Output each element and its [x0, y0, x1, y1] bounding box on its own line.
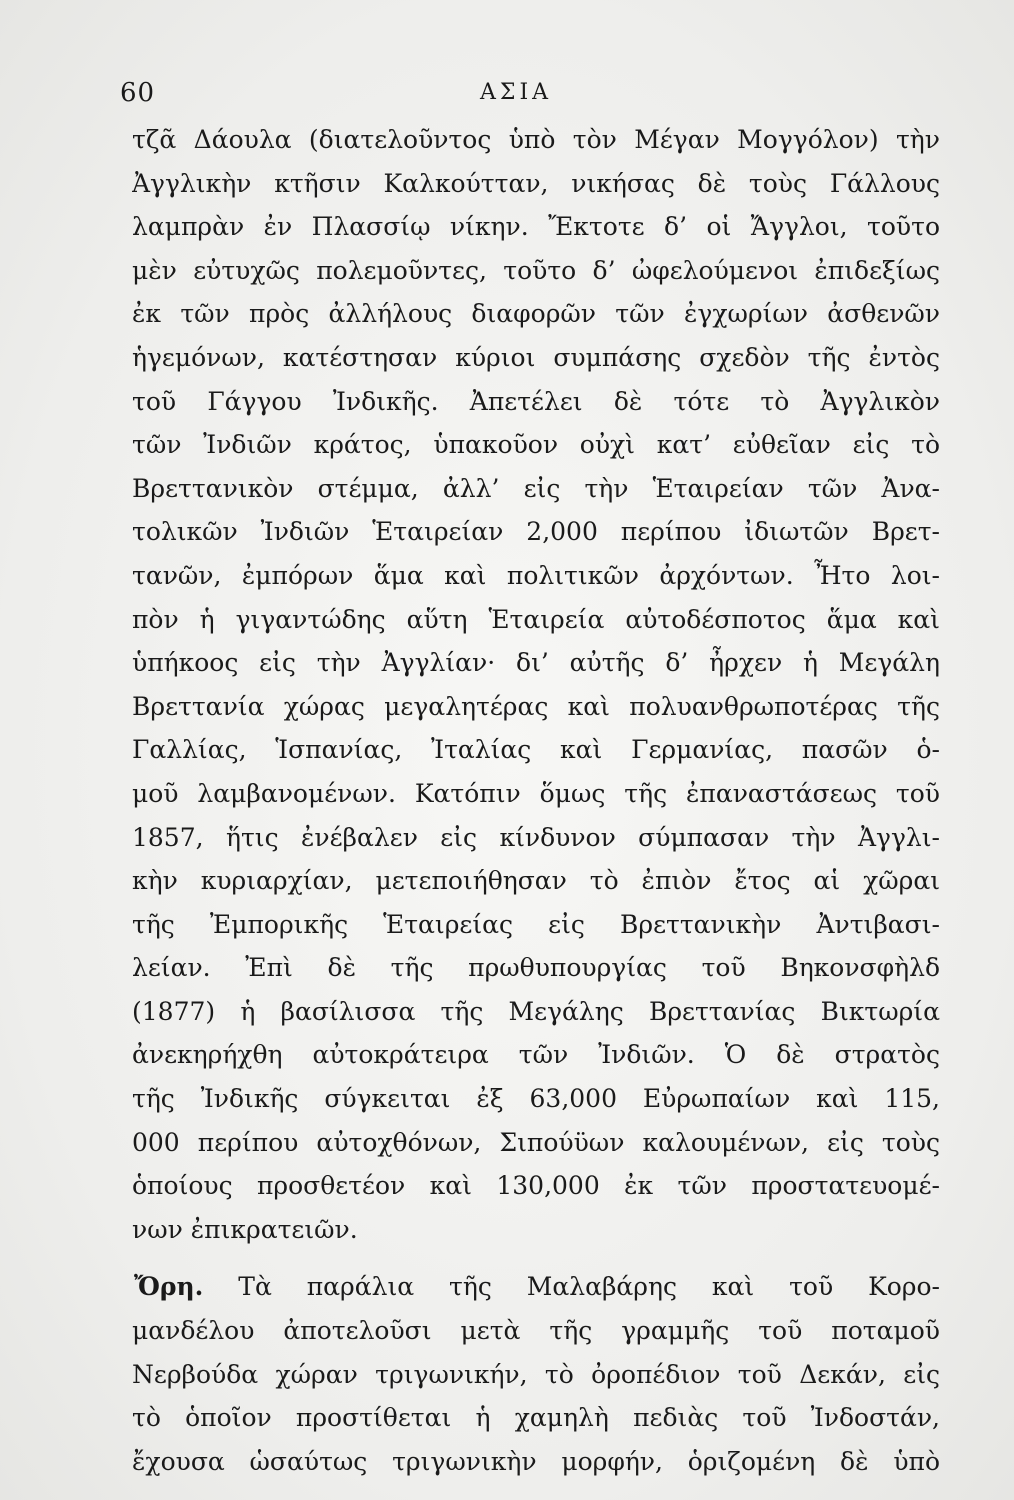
- text-line: τανῶν, ἐμπόρων ἅμα καὶ πολιτικῶν ἀρχόντων. Ἦτο λοι-: [132, 560, 940, 590]
- text-line: 000 περίπου αὐτοχθόνων, Σιπούϋων καλουμένων, εἰς τοὺς: [132, 1127, 940, 1157]
- paragraph-2: [132, 1265, 940, 1483]
- text-line: τοῦ Γάγγου Ἰνδικῆς. Ἀπετέλει δὲ τότε τὸ Ἀγγλικὸν: [132, 386, 940, 416]
- text-line: (1877) ἡ βασίλισσα τῆς Μεγάλης Βρεττανίας Βικτωρία: [132, 996, 940, 1026]
- text-line: Νερβούδα χώραν τριγωνικήν, τὸ ὀροπέδιον τοῦ Δεκάν, εἰς: [132, 1359, 940, 1389]
- text-fragment: Τὰ παράλια τῆς Μαλαβάρης καὶ τοῦ Κορο-: [238, 1272, 940, 1302]
- paragraph-1: [132, 118, 940, 1251]
- text-line: ἀνεκηρήχθη αὐτοκράτειρα τῶν Ἰνδιῶν. Ὁ δὲ στρατὸς: [132, 1040, 940, 1070]
- text-line: πὸν ἡ γιγαντώδης αὕτη Ἑταιρεία αὐτοδέσποτος ἅμα καὶ: [132, 604, 940, 634]
- text-line: τῶν Ἰνδιῶν κράτος, ὑπακοῦον οὐχὶ κατ’ εὐθεῖαν εἰς τὸ: [132, 430, 940, 460]
- text-line: λαμπρὰν ἐν Πλασσίῳ νίκην. Ἔκτοτε δ’ οἱ Ἄγγλοι, τοῦτο: [132, 212, 940, 242]
- text-line: Βρεττανικὸν στέμμα, ἀλλ’ εἰς τὴν Ἑταιρείαν τῶν Ἀνα-: [132, 473, 940, 503]
- page-number: 60: [120, 78, 156, 108]
- text-line: τζᾶ Δάουλα (διατελοῦντος ὑπὸ τὸν Μέγαν Μογγόλον) τὴν: [132, 125, 940, 154]
- text-line: νων ἐπικρατειῶν.: [132, 1214, 358, 1244]
- text-line: 1857, ἥτις ἐνέβαλεν εἰς κίνδυνον σύμπασαν τὴν Ἀγγλι-: [132, 822, 940, 852]
- section-subhead: Ὄρη.: [134, 1272, 204, 1302]
- text-line: μοῦ λαμβανομένων. Κατόπιν ὅμως τῆς ἐπαναστάσεως τοῦ: [132, 778, 940, 808]
- text-line: Ἀγγλικὴν κτῆσιν Καλκούτταν, νικήσας δὲ τοὺς Γάλλους: [132, 168, 940, 198]
- text-line: τολικῶν Ἰνδιῶν Ἑταιρείαν 2,000 περίπου ἰδιωτῶν Βρετ-: [132, 517, 940, 547]
- text-line: ἐκ τῶν πρὸς ἀλλήλους διαφορῶν τῶν ἐγχωρίων ἀσθενῶν: [132, 299, 940, 329]
- text-line: μανδέλου ἀποτελοῦσι μετὰ τῆς γραμμῆς τοῦ ποταμοῦ: [132, 1316, 940, 1346]
- text-line: λείαν. Ἐπὶ δὲ τῆς πρωθυπουργίας τοῦ Βηκονσφὴλδ: [132, 953, 940, 983]
- text-line: τῆς Ἰνδικῆς σύγκειται ἐξ 63,000 Εὐρωπαίων καὶ 115,: [132, 1084, 940, 1114]
- page-header: [120, 78, 950, 118]
- text-line: τὸ ὁποῖον προστίθεται ἡ χαμηλὴ πεδιὰς τοῦ Ἰνδοστάν,: [132, 1403, 940, 1433]
- running-head: ΑΣΙΑ: [480, 80, 553, 105]
- body-text: [132, 118, 940, 1483]
- text-line: τῆς Ἐμπορικῆς Ἑταιρείας εἰς Βρεττανικὴν Ἀντιβασι-: [132, 909, 940, 939]
- text-line: ἡγεμόνων, κατέστησαν κύριοι συμπάσης σχεδὸν τῆς ἐντὸς: [132, 342, 940, 372]
- text-line-with-subhead: [132, 1265, 940, 1309]
- text-line: Γαλλίας, Ἱσπανίας, Ἰταλίας καὶ Γερμανίας, πασῶν ὁ-: [132, 735, 940, 765]
- text-line: κὴν κυριαρχίαν, μετεποιήθησαν τὸ ἐπιὸν ἔτος αἱ χῶραι: [132, 866, 940, 896]
- text-line: μὲν εὐτυχῶς πολεμοῦντες, τοῦτο δ’ ὠφελούμενοι ἐπιδεξίως: [132, 255, 940, 285]
- text-line: ὑπήκοος εἰς τὴν Ἀγγλίαν· δι’ αὐτῆς δ’ ἦρχεν ἡ Μεγάλη: [132, 648, 940, 678]
- text-line: ὁποίους προσθετέον καὶ 130,000 ἐκ τῶν προστατευομέ-: [132, 1171, 940, 1201]
- text-line: ἔχουσα ὡσαύτως τριγωνικὴν μορφήν, ὁριζομένη δὲ ὑπὸ: [132, 1446, 940, 1476]
- text-line: Βρεττανία χώρας μεγαλητέρας καὶ πολυανθρωποτέρας τῆς: [132, 691, 940, 721]
- paragraph-gap: [132, 1251, 940, 1265]
